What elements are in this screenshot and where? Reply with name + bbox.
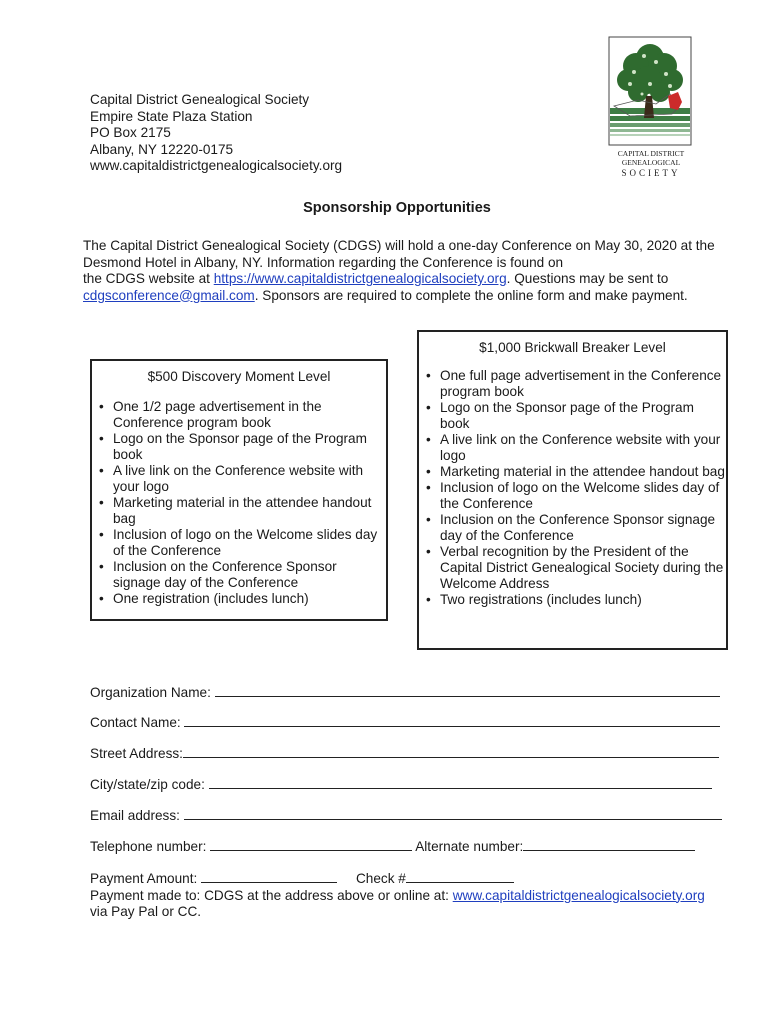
tree-logo-icon (608, 36, 694, 182)
website-link[interactable]: https://www.capitaldistrictgenealogicalsociety.org (213, 271, 507, 286)
email-field[interactable] (184, 807, 722, 820)
society-logo (608, 36, 694, 182)
list-item: • A live link on the Conference website with your logo (92, 463, 386, 495)
telephone-field-row (90, 838, 695, 855)
list-item: • Logo on the Sponsor page of the Program book (92, 431, 386, 463)
intro-line-2: Desmond Hotel in Albany, NY. Information regarding the Conference is found on (83, 254, 564, 270)
check-field[interactable] (406, 870, 514, 883)
email-link[interactable]: cdgsconference@gmail.com (83, 287, 255, 303)
list-item: • Two registrations (includes lunch) (419, 592, 726, 608)
list-item: • One full page advertisement in the Conference program book (419, 368, 726, 400)
contact-field[interactable] (184, 714, 720, 727)
check-label: Check # (355, 871, 406, 886)
street-field[interactable] (183, 745, 719, 758)
city-label: City/state/zip code: (90, 777, 205, 792)
street-field-row (90, 745, 719, 762)
address-city: Albany, NY 12220-0175 (90, 141, 234, 157)
city-field[interactable] (209, 776, 712, 789)
payment-via: via Pay Pal or CC. (90, 904, 202, 919)
list-item: • A live link on the Conference website with your logo (419, 432, 726, 464)
payment-amount-label: Payment Amount: (90, 871, 198, 886)
street-label: Street Address: (90, 746, 183, 761)
organization-field[interactable] (215, 684, 720, 697)
payment-amount-row (90, 870, 705, 888)
intro-line-3 (83, 271, 743, 288)
list-item: • Marketing material in the attendee handout bag (419, 464, 726, 480)
intro-line-1: The Capital District Genealogical Society (CDGS) will hold a one-day Conference on May 30, 2020 at the (83, 238, 715, 253)
level-500-title: $500 Discovery Moment Level (147, 369, 331, 384)
list-item: • Inclusion of logo on the Welcome slides day of the Conference (92, 527, 386, 559)
list-item: • Inclusion on the Conference Sponsor signage day of the Conference (419, 512, 726, 544)
list-item: • Inclusion of logo on the Welcome slides day of the Conference (419, 480, 726, 512)
level-500-list (92, 399, 386, 607)
address-street: Empire State Plaza Station (90, 108, 253, 124)
list-item: • One 1/2 page advertisement in the Conference program book (92, 399, 386, 431)
level-1000-title: $1,000 Brickwall Breaker Level (479, 340, 666, 355)
list-item: • Marketing material in the attendee handout bag (92, 495, 386, 527)
organization-field-row (90, 684, 720, 701)
intro-line3-suffix: . Questions may be sent to (506, 271, 669, 286)
page-title: Sponsorship Opportunities (303, 200, 491, 216)
payment-website-link[interactable]: www.capitaldistrictgenealogicalsociety.org (452, 887, 705, 903)
level-500-box (90, 359, 388, 621)
logo-line2: GENEALOGICAL (621, 158, 681, 167)
logo-line3: SOCIETY (621, 168, 681, 178)
intro-line-4 (83, 288, 743, 305)
level-1000-box (417, 330, 728, 650)
organization-label: Organization Name: (90, 685, 211, 700)
city-field-row (90, 776, 712, 793)
address-org: Capital District Genealogical Society (90, 92, 310, 107)
list-item: • Inclusion on the Conference Sponsor signage day of the Conference (92, 559, 386, 591)
address-website: www.capitaldistrictgenealogicalsociety.org (90, 158, 343, 173)
payment-block (90, 870, 705, 921)
list-item: • One registration (includes lunch) (92, 591, 386, 607)
telephone-field[interactable] (210, 838, 412, 851)
payment-made-to (90, 888, 705, 905)
intro-paragraph (83, 238, 743, 304)
contact-label: Contact Name: (90, 715, 181, 730)
address-block (90, 92, 342, 175)
level-1000-list (419, 368, 726, 608)
telephone-label: Telephone number: (90, 839, 207, 854)
payment-amount-field[interactable] (201, 870, 337, 883)
email-field-row (90, 807, 722, 824)
list-item: • Logo on the Sponsor page of the Program book (419, 400, 726, 432)
list-item: • Verbal recognition by the President of the Capital District Genealogical Society during the Welcome Address (419, 544, 726, 592)
contact-field-row (90, 714, 720, 731)
logo-line1: CAPITAL DISTRICT (617, 149, 685, 158)
alternate-label: Alternate number: (415, 839, 524, 854)
intro-line4-suffix: . Sponsors are required to complete the online form and make payment. (254, 287, 688, 303)
address-po-box: PO Box 2175 (90, 125, 171, 140)
email-label: Email address: (90, 808, 180, 823)
payment-made-to-text: Payment made to: CDGS at the address above or online at: (90, 887, 453, 903)
alternate-field[interactable] (523, 838, 695, 851)
intro-line3-prefix: the CDGS website at (83, 271, 214, 286)
